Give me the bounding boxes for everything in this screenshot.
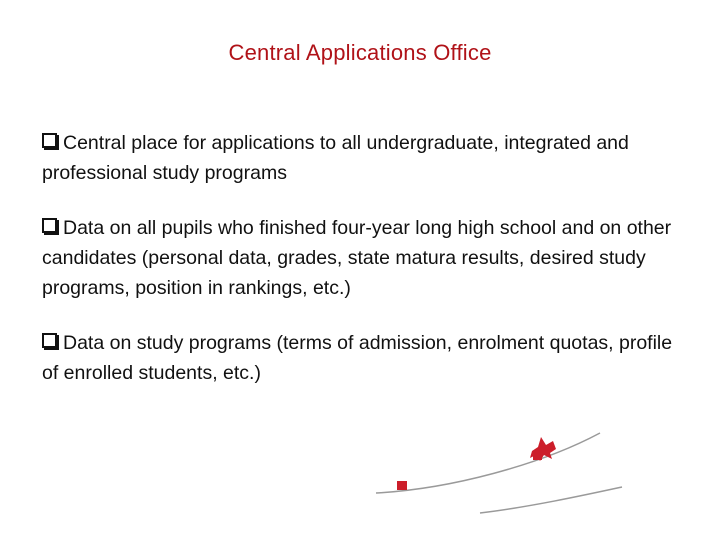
bullet-text: Data on study programs (terms of admission, enrolment quotas, profile of enrolled students, etc.) — [42, 332, 673, 384]
slide-title: Central Applications Office — [228, 40, 492, 65]
logo-swoosh-upper — [376, 433, 600, 493]
bullet-item — [42, 128, 692, 188]
logo-swoosh-lower — [480, 487, 622, 513]
checkbox-bullet-icon — [42, 333, 57, 348]
bullet-item — [42, 213, 692, 303]
logo-red-square — [397, 481, 407, 490]
swoosh-logo-icon — [370, 425, 630, 525]
checkbox-bullet-icon — [42, 133, 57, 148]
bullet-text: Central place for applications to all undergraduate, integrated and professional study programs — [42, 132, 629, 184]
logo-red-square-small — [533, 451, 542, 460]
checkbox-bullet-icon — [42, 218, 57, 233]
bullet-item — [42, 328, 692, 388]
bullet-text: Data on all pupils who finished four-year long high school and on other candidates (personal data, grades, state matura results, desired study programs, position in rankings, etc.) — [42, 217, 672, 299]
